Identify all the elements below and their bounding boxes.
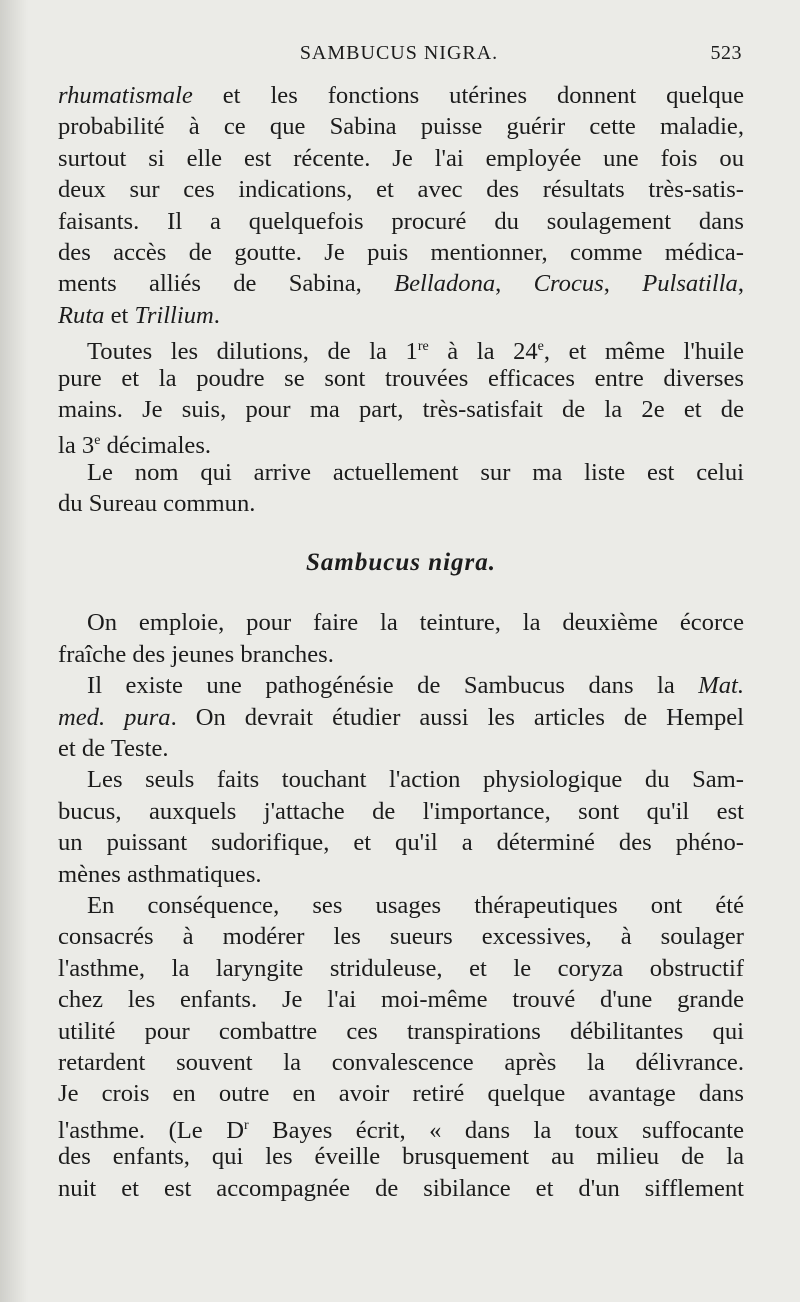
text-line: med. pura. On devrait étudier aussi les articles de Hempel [58,703,744,731]
text-line: la 3e décimales. [58,432,212,460]
text-line: chez les enfants. Je l'ai moi-même trouvé d'une grande [58,986,744,1014]
italic-term: rhumatismale [58,82,193,109]
italic-term: Ruta [58,301,105,329]
page-number: 523 [710,42,742,64]
text-line: des accès de goutte. Je puis mentionner, comme médica- [58,238,744,266]
italic-term: Belladona [394,270,496,298]
text-line: deux sur ces indications, et avec des résultats très-satis- [58,176,744,204]
text-line: Il existe une pathogénésie de Sambucus dans la Mat. [87,672,744,700]
paragraph [58,764,744,890]
text-line: Les seuls faits touchant l'action physiologique du Sam- [87,766,744,794]
text-line: mènes asthmatiques. [58,860,262,888]
page-header [56,42,742,78]
text-line: En conséquence, ses usages thérapeutiques ont été [87,891,744,919]
paragraph [58,457,744,520]
text-line: rhumatismale et les fonctions utérines donnent quelque [58,82,744,109]
text-line: surtout si elle est récente. Je l'ai employée une fois ou [58,144,744,172]
text-line: fraîche des jeunes branches. [58,640,334,668]
italic-term: Pulsatilla [642,270,738,298]
text-line: faisants. Il a quelquefois procuré du soulagement dans [58,207,744,235]
italic-term: Mat. [698,672,744,700]
italic-term: med. pura [58,703,171,731]
paragraph [58,607,744,670]
text-line: Ruta et Trillium. [58,301,220,329]
text-line: Le nom qui arrive actuellement sur ma liste est celui [87,458,744,486]
text-line: consacrés à modérer les sueurs excessives, à soulager [58,923,744,951]
paragraph [58,670,744,764]
text-line: et de Teste. [58,735,169,763]
text-line: ments alliés de Sabina, Belladona, Crocus, Pulsatilla, [58,270,745,298]
text-line: du Sureau commun. [58,490,256,518]
text-line: mains. Je suis, pour ma part, très-satisfait de la 2e et de [58,395,744,423]
text-line: On emploie, pour faire la teinture, la deuxième écorce [87,609,744,637]
text-line: pure et la poudre se sont trouvées efficaces entre diverses [58,364,744,392]
running-title: SAMBUCUS NIGRA. [299,42,499,64]
text-line: un puissant sudorifique, et qu'il a déterminé des phéno- [58,829,744,857]
text-line: Je crois en outre en avoir retiré quelque avantage dans [58,1080,744,1108]
text-line: retardent souvent la convalescence après la délivrance. [58,1048,744,1076]
italic-term: Trillium [134,301,214,329]
text-line: des enfants, qui les éveille brusquement au milieu de la [58,1143,744,1171]
text-line: Toutes les dilutions, de la 1re à la 24e, et même l'huile [87,338,744,366]
paragraph [58,80,744,331]
text-line: nuit et est accompagnée de sibilance et d'un sifflement [58,1174,744,1202]
body-text [58,80,744,1204]
italic-term: Crocus [533,270,604,298]
text-line: l'asthme, la laryngite striduleuse, et le coryza obstructif [58,954,744,982]
paragraph [58,890,744,1204]
paragraph [58,331,744,460]
section-heading: Sambucus nigra. [305,549,497,577]
text-line: bucus, auxquels j'attache de l'importance, sont qu'il est [58,797,744,825]
text-line: utilité pour combattre ces transpirations débilitantes qui [58,1017,744,1045]
text-line: l'asthme. (Le $D^r$ Bayes écrit, « dans la toux suffocante [58,1116,744,1144]
text-line: probabilité à ce que Sabina puisse guérir cette maladie, [58,113,744,141]
